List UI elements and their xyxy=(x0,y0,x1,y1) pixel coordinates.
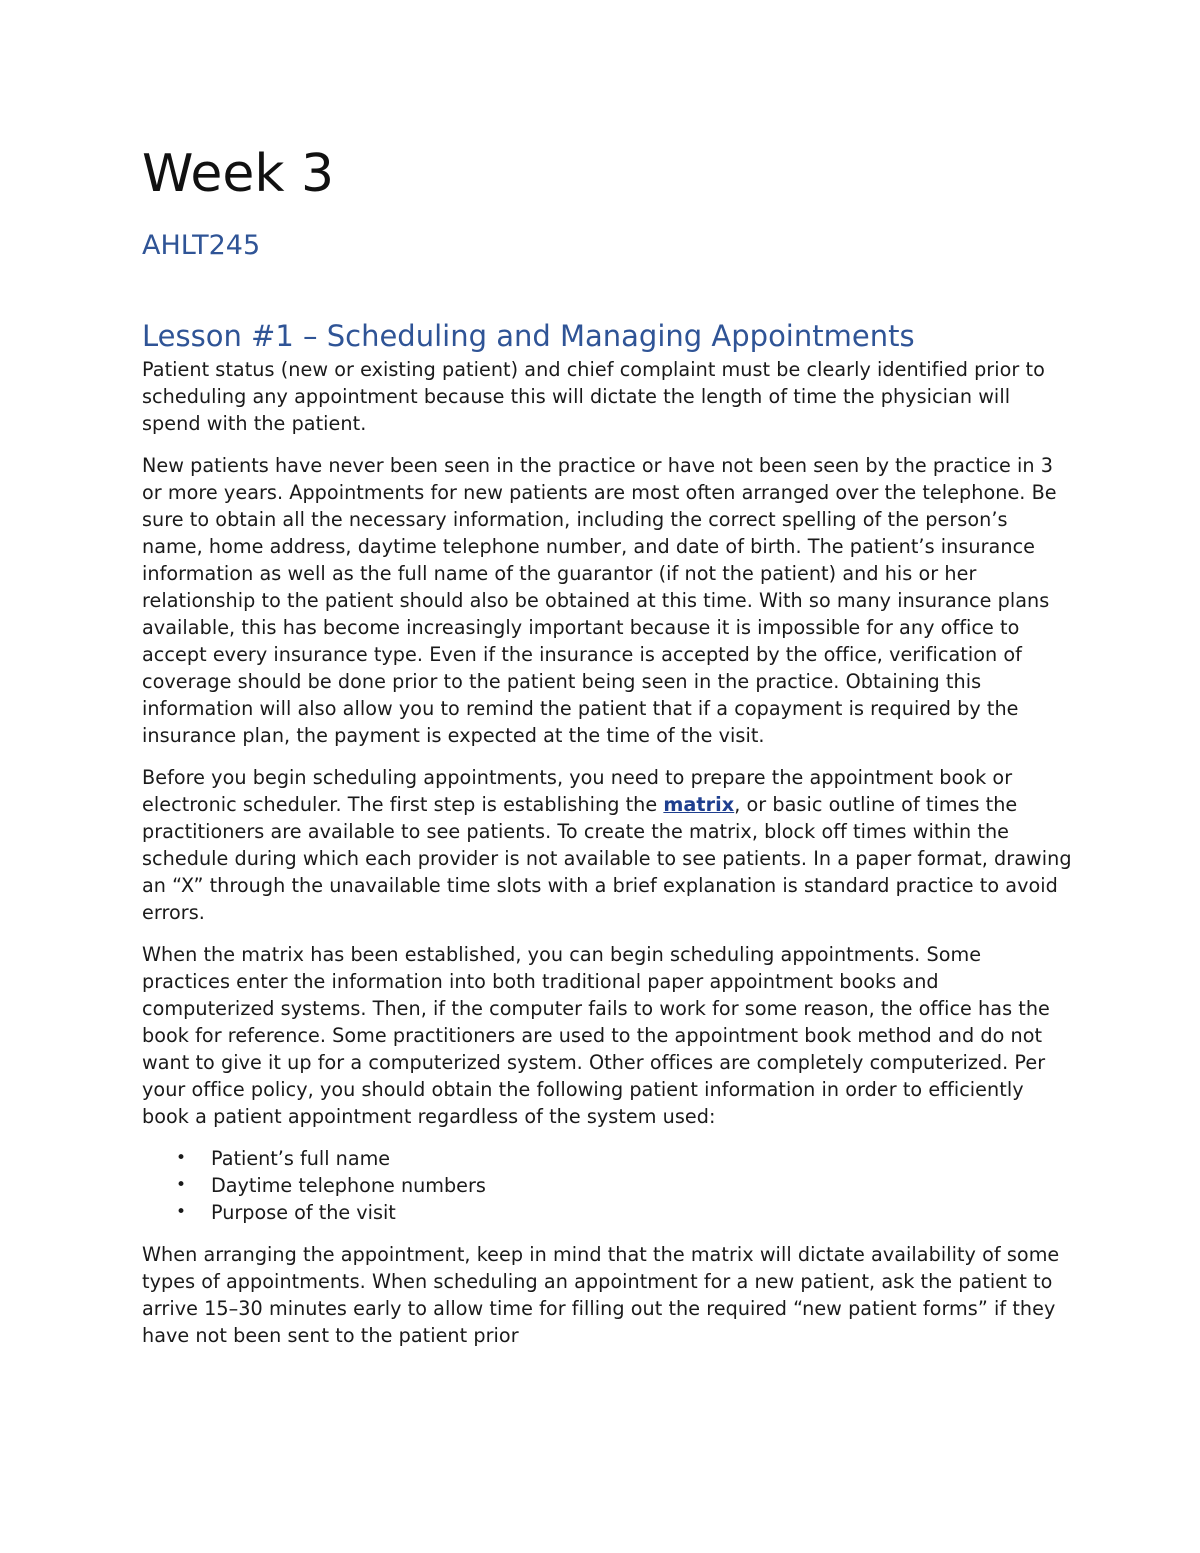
list-item xyxy=(142,1145,1072,1172)
list-item xyxy=(142,1172,1072,1199)
matrix-link[interactable]: matrix xyxy=(663,793,735,816)
paragraph-arranging: When arranging the appointment, keep in mind that the matrix will dictate availability of some types of appointments. When scheduling an appointment for a new patient, ask the patient to arrive 15–30 minutes early to allow time for filling out the required “new patient forms” if they have not been sent to the patient prior xyxy=(142,1243,1060,1347)
paragraph-scheduling: When the matrix has been established, you can begin scheduling appointments. Some practices enter the information into both traditional paper appointment books and computerized systems. Then, if the computer fails to work for some reason, the office has the book for reference. Some practitioners are used to the appointment book method and do not want to give it up for a computerized system. Other offices are completely computerized. Per your office policy, you should obtain the following patient information in order to efficiently book a patient appointment regardless of the system used: xyxy=(142,943,1050,1128)
patient-info-list xyxy=(142,1145,1072,1226)
paragraph-new-patients: New patients have never been seen in the practice or have not been seen by the practice in 3 or more years. Appointments for new patients are most often arranged over the telephone. Be sure to obtain all the necessary information, including the correct spelling of the person’s name, home address, daytime telephone number, and date of birth. The patient’s insurance information as well as the full name of the guarantor (if not the patient) and his or her relationship to the patient should also be obtained at this time. With so many insurance plans available, this has become increasingly important because it is impossible for any office to accept every insurance type. Even if the insurance is accepted by the office, verification of coverage should be done prior to the patient being seen in the practice. Obtaining this information will also allow you to remind the patient that if a copayment is required by the insurance plan, the payment is expected at the time of the visit. xyxy=(142,454,1057,747)
paragraph-patient-status: Patient status (new or existing patient) and chief complaint must be clearly identified prior to scheduling any appointment because this will dictate the length of time the physician will spend with the patient. xyxy=(142,358,1045,435)
paragraph-matrix-text-end: , or basic outline of times the practitioners are available to see patients. To create the matrix, block off times within the schedule during which each provider is not available to see patients. In a paper format, drawing an “X” through the unavailable time slots with a brief explanation is standard practice to avoid errors. xyxy=(142,793,1072,924)
bullet-icon: • xyxy=(176,1202,187,1222)
paragraph-matrix xyxy=(142,764,1072,926)
document-page xyxy=(142,140,1072,1364)
document-title: Week 3 xyxy=(142,144,335,204)
bullet-icon: • xyxy=(176,1148,187,1168)
list-item-text: Purpose of the visit xyxy=(211,1201,396,1224)
course-code: AHLT245 xyxy=(142,230,261,261)
list-item xyxy=(142,1199,1072,1226)
paragraph-matrix-text-start: Before you begin scheduling appointments, you need to prepare the appointment book or electronic scheduler. The first step is establishing the xyxy=(142,766,1013,816)
list-item-text: Patient’s full name xyxy=(211,1147,391,1170)
lesson-heading: Lesson #1 – Scheduling and Managing Appointments xyxy=(142,319,915,353)
list-item-text: Daytime telephone numbers xyxy=(211,1174,486,1197)
bullet-icon: • xyxy=(176,1175,187,1195)
